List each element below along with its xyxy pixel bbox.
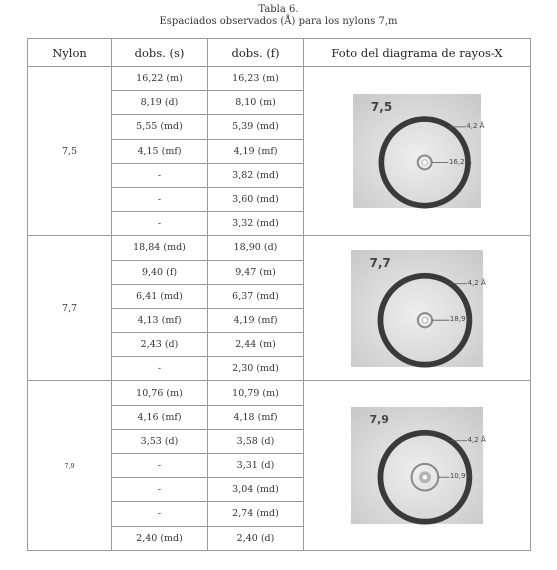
dobs-f-cell: 3,58 (d) bbox=[208, 429, 304, 453]
xray-diagram bbox=[351, 407, 486, 524]
header-foto: Foto del diagrama de rayos-X bbox=[304, 39, 531, 67]
table-caption bbox=[0, 4, 557, 28]
xray-photo-cell bbox=[304, 236, 531, 381]
dobs-s-cell: 10,76 (m) bbox=[112, 381, 208, 405]
table-title: Tabla 6. bbox=[258, 4, 299, 15]
outer-spacing-annotation: 4,2 Å bbox=[467, 435, 486, 444]
dobs-f-cell: 4,19 (mf) bbox=[208, 139, 304, 163]
dobs-s-cell: - bbox=[112, 357, 208, 381]
dobs-s-cell: 2,43 (d) bbox=[112, 333, 208, 357]
dobs-s-cell: - bbox=[112, 163, 208, 187]
dobs-f-cell: 4,18 (mf) bbox=[208, 405, 304, 429]
inner-spacing-annotation: 18,9 Å bbox=[449, 315, 473, 324]
dobs-s-cell: 16,22 (m) bbox=[112, 67, 208, 91]
dobs-s-cell: 9,40 (f) bbox=[112, 260, 208, 284]
beam-center bbox=[422, 160, 426, 164]
outer-spacing-annotation: 4,2 Å bbox=[466, 122, 485, 131]
nylon-cell: 7,9 bbox=[28, 381, 112, 550]
table-row bbox=[28, 67, 531, 91]
dobs-f-cell: 10,79 (m) bbox=[208, 381, 304, 405]
sample-label: 7,9 bbox=[369, 412, 389, 426]
dobs-f-cell: 16,23 (m) bbox=[208, 67, 304, 91]
outer-spacing-annotation: 4,2 Å bbox=[467, 278, 486, 287]
dobs-s-cell: - bbox=[112, 502, 208, 526]
xray-diagram bbox=[353, 94, 485, 208]
dobs-s-cell: 6,41 (md) bbox=[112, 284, 208, 308]
xray-photo-cell bbox=[304, 381, 531, 550]
nylon-cell: 7,7 bbox=[28, 236, 112, 381]
dobs-s-cell: 2,40 (md) bbox=[112, 526, 208, 550]
spacings-table bbox=[27, 38, 531, 551]
header-dobs-f: dobs. (f) bbox=[208, 39, 304, 67]
dobs-f-cell: 2,44 (m) bbox=[208, 333, 304, 357]
dobs-s-cell: - bbox=[112, 212, 208, 236]
table-subtitle: Espaciados observados (Å) para los nylons 7,m bbox=[159, 16, 398, 27]
dobs-s-cell: - bbox=[112, 454, 208, 478]
dobs-f-cell: 2,30 (md) bbox=[208, 357, 304, 381]
table-body bbox=[28, 67, 531, 551]
dobs-f-cell: 2,40 (d) bbox=[208, 526, 304, 550]
dobs-s-cell: 4,13 (mf) bbox=[112, 308, 208, 332]
beam-center bbox=[423, 318, 427, 322]
dobs-f-cell: 3,32 (md) bbox=[208, 212, 304, 236]
dobs-s-cell: 3,53 (d) bbox=[112, 429, 208, 453]
dobs-s-cell: - bbox=[112, 478, 208, 502]
dobs-f-cell: 5,39 (md) bbox=[208, 115, 304, 139]
header-dobs-s: dobs. (s) bbox=[112, 39, 208, 67]
dobs-s-cell: 4,16 (mf) bbox=[112, 405, 208, 429]
table-row bbox=[28, 236, 531, 260]
nylon-cell: 7,5 bbox=[28, 67, 112, 236]
dobs-f-cell: 3,04 (md) bbox=[208, 478, 304, 502]
dobs-f-cell: 2,74 (md) bbox=[208, 502, 304, 526]
dobs-f-cell: 18,90 (d) bbox=[208, 236, 304, 260]
header-row bbox=[28, 39, 531, 67]
sample-label: 7,5 bbox=[370, 99, 393, 114]
dobs-f-cell: 8,10 (m) bbox=[208, 91, 304, 115]
table-row bbox=[28, 381, 531, 405]
inner-spacing-annotation: 16,2 Å bbox=[448, 157, 472, 166]
inner-spacing-annotation: 10,9 Å bbox=[449, 472, 473, 481]
header-nylon: Nylon bbox=[28, 39, 112, 67]
beam-center bbox=[423, 475, 427, 479]
dobs-f-cell: 3,31 (d) bbox=[208, 454, 304, 478]
dobs-s-cell: 4,15 (mf) bbox=[112, 139, 208, 163]
dobs-s-cell: 5,55 (md) bbox=[112, 115, 208, 139]
dobs-s-cell: - bbox=[112, 187, 208, 211]
dobs-f-cell: 9,47 (m) bbox=[208, 260, 304, 284]
dobs-f-cell: 6,37 (md) bbox=[208, 284, 304, 308]
dobs-s-cell: 8,19 (d) bbox=[112, 91, 208, 115]
dobs-f-cell: 3,82 (md) bbox=[208, 163, 304, 187]
sample-label: 7,7 bbox=[369, 255, 391, 270]
xray-photo-cell bbox=[304, 67, 531, 236]
dobs-f-cell: 4,19 (mf) bbox=[208, 308, 304, 332]
dobs-s-cell: 18,84 (md) bbox=[112, 236, 208, 260]
dobs-f-cell: 3,60 (md) bbox=[208, 187, 304, 211]
xray-diagram bbox=[351, 250, 486, 367]
